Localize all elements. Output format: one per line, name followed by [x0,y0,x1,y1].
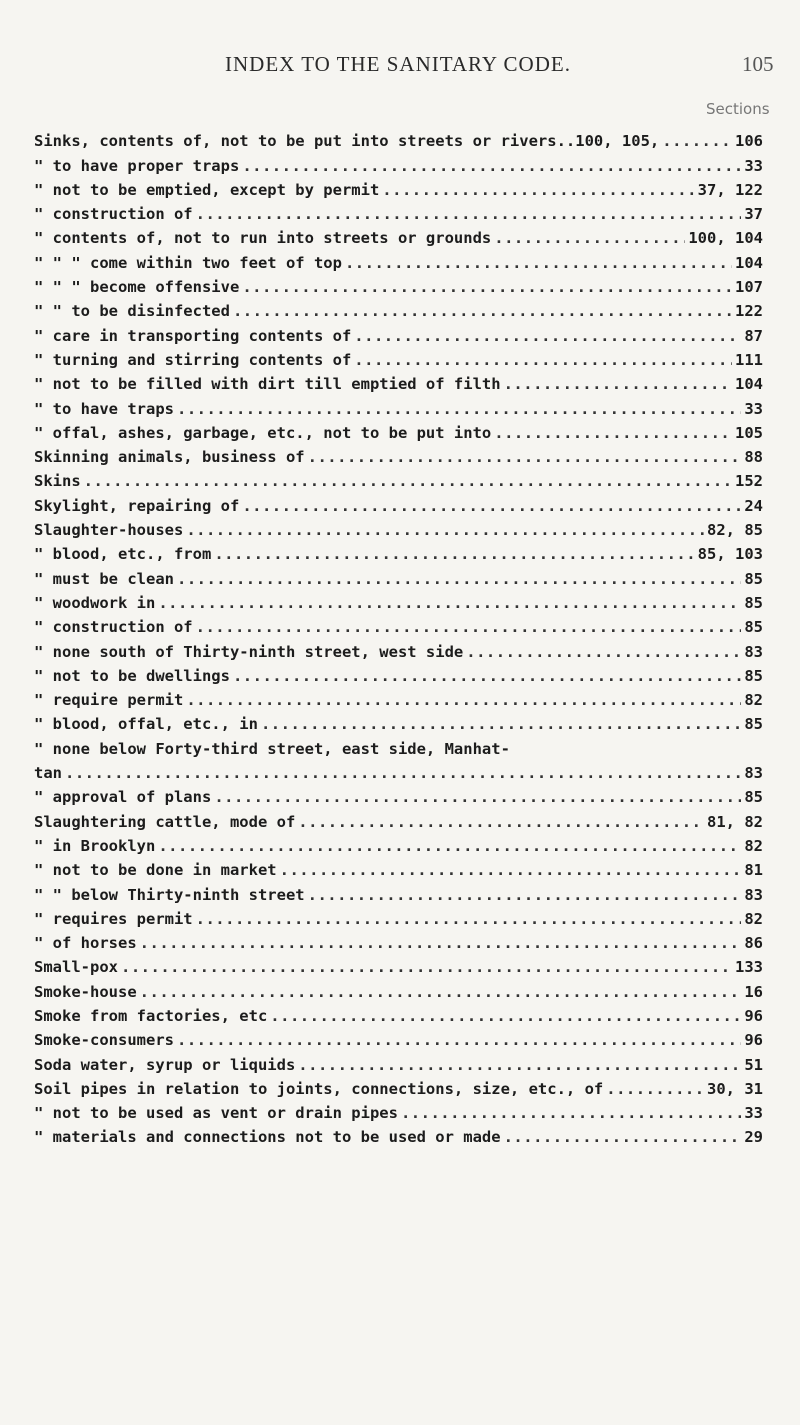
section-reference: 85 [744,618,763,637]
index-entry [0,539,800,563]
index-entry [0,1025,800,1049]
section-reference: 83 [744,764,763,783]
index-term: tan [34,764,62,783]
index-term: " " to be disinfected [34,302,230,321]
section-reference: 37, 122 [697,180,763,199]
dot-leader [233,302,732,320]
section-reference: 82, 85 [707,521,763,540]
dot-leader [158,837,741,855]
section-reference: 88 [744,448,763,467]
index-entry [0,126,800,150]
index-entry [0,1098,800,1122]
index-entry [0,199,800,223]
section-reference: 122 [735,302,763,321]
section-reference: 85 [744,569,763,588]
index-entry [0,515,800,539]
index-term: Smoke-consumers [34,1031,174,1050]
dot-leader [354,327,741,345]
dot-leader [158,594,741,612]
index-entry [0,782,800,806]
section-reference: 104 [735,253,763,272]
dot-leader [345,254,732,272]
index-entry [0,588,800,612]
index-term: " none below Forty-third street, east side, Manhat- [34,739,510,758]
dot-leader [298,813,704,831]
dot-leader [186,521,704,539]
section-reference: 37 [744,205,763,224]
section-reference: 100, 104 [688,229,763,248]
dot-leader [298,1056,741,1074]
index-term: " to have proper traps [34,156,240,175]
dot-leader [308,448,742,466]
section-reference: 85 [744,593,763,612]
section-reference: 24 [744,496,763,515]
index-term: Smoke-house [34,982,137,1001]
dot-leader [401,1104,741,1122]
dot-leader [186,691,741,709]
section-reference: 107 [735,278,763,297]
index-term: " woodwork in [34,593,156,612]
index-entry [0,272,800,296]
section-reference: 33 [744,156,763,175]
index-entry [0,758,800,782]
section-reference: 83 [744,642,763,661]
index-entry [0,855,800,879]
index-entry [0,636,800,660]
index-entry [0,223,800,247]
index-entry [0,806,800,830]
index-term: " not to be used as vent or drain pipes [34,1104,398,1123]
section-reference: 133 [735,958,763,977]
page-number: 105 [742,52,774,76]
section-reference: 85 [744,715,763,734]
index-term: Small-pox [34,958,118,977]
sections-column-label: Sections [706,100,770,118]
section-reference: 104 [735,375,763,394]
index-term: Skins [34,472,81,491]
index-entry [0,1122,800,1146]
section-reference: 87 [744,326,763,345]
dot-leader [280,861,742,879]
index-term: " " below Thirty-ninth street [34,885,305,904]
index-entry [0,150,800,174]
index-term: " to have traps [34,399,174,418]
index-entry [0,1074,800,1098]
dot-leader [177,1031,741,1049]
dot-leader [214,545,694,563]
index-term: Skinning animals, business of [34,448,305,467]
index-term: Slaughtering cattle, mode of [34,812,296,831]
index-entry-list [0,126,800,1146]
section-reference: 16 [744,982,763,1001]
dot-leader [233,667,741,685]
index-term: Soda water, syrup or liquids [34,1055,296,1074]
section-reference: 29 [744,1128,763,1147]
dot-leader [177,570,741,588]
section-reference: 96 [744,1031,763,1050]
section-reference: 51 [744,1055,763,1074]
index-entry [0,320,800,344]
section-reference: 82 [744,836,763,855]
dot-leader [140,983,742,1001]
section-reference: 111 [735,350,763,369]
dot-leader [382,181,694,199]
index-entry [0,976,800,1000]
index-entry [0,904,800,928]
dot-leader [242,497,741,515]
index-term: " not to be emptied, except by permit [34,180,380,199]
index-term: " of horses [34,934,137,953]
section-reference: 81 [744,861,763,880]
index-entry [0,247,800,271]
dot-leader [270,1007,741,1025]
index-entry [0,563,800,587]
dot-leader [214,788,741,806]
dot-leader [494,424,732,442]
dot-leader [196,618,742,636]
dot-leader [242,157,741,175]
index-entry [0,831,800,855]
index-term: " construction of [34,205,193,224]
index-term: " blood, etc., from [34,545,212,564]
index-entry [0,952,800,976]
section-reference: 81, 82 [707,812,763,831]
index-term: " not to be dwellings [34,666,230,685]
index-term: Sinks, contents of, not to be put into streets or rivers..100, 105, [34,132,660,151]
dot-leader [140,934,742,952]
dot-leader [196,910,742,928]
dot-leader [242,278,732,296]
section-reference: 85, 103 [697,545,763,564]
index-entry [0,175,800,199]
index-term: " materials and connections not to be used or made [34,1128,501,1147]
index-entry [0,369,800,393]
dot-leader [196,205,742,223]
index-term: Soil pipes in relation to joints, connections, size, etc., of [34,1079,604,1098]
section-reference: 83 [744,885,763,904]
index-entry [0,879,800,903]
index-term: " must be clean [34,569,174,588]
index-term: " in Brooklyn [34,836,156,855]
index-entry [0,442,800,466]
index-term: " " " come within two feet of top [34,253,342,272]
dot-leader [121,958,732,976]
index-entry [0,685,800,709]
index-term: Slaughter-houses [34,521,184,540]
index-entry [0,393,800,417]
section-reference: 33 [744,399,763,418]
index-term: Skylight, repairing of [34,496,240,515]
section-reference: 82 [744,691,763,710]
index-term: " construction of [34,618,193,637]
index-term: " offal, ashes, garbage, etc., not to be put into [34,423,492,442]
dot-leader [177,400,741,418]
dot-leader [65,764,741,782]
section-reference: 33 [744,1104,763,1123]
index-entry [0,345,800,369]
index-entry [0,612,800,636]
index-term: " " " become offensive [34,278,240,297]
section-reference: 105 [735,423,763,442]
section-reference: 85 [744,788,763,807]
index-entry [0,466,800,490]
running-head: INDEX TO THE SANITARY CODE. [225,52,571,76]
index-entry [0,928,800,952]
dot-leader [84,472,732,490]
index-entry [0,1001,800,1025]
index-term: Smoke from factories, etc [34,1006,268,1025]
index-entry [0,1049,800,1073]
page-header [0,52,800,92]
section-reference: 106 [735,132,763,151]
section-reference: 30, 31 [707,1079,763,1098]
index-entry [0,296,800,320]
section-reference: 86 [744,934,763,953]
section-reference: 82 [744,909,763,928]
dot-leader [261,715,741,733]
dot-leader [466,643,741,661]
dot-leader [308,886,742,904]
index-term: " turning and stirring contents of [34,350,352,369]
section-reference: 152 [735,472,763,491]
index-term: " requires permit [34,909,193,928]
index-term: " care in transporting contents of [34,326,352,345]
index-entry [0,418,800,442]
index-term: " none south of Thirty-ninth street, west side [34,642,464,661]
section-reference: 96 [744,1006,763,1025]
index-entry [0,661,800,685]
index-term: " blood, offal, etc., in [34,715,258,734]
dot-leader [606,1080,704,1098]
dot-leader [504,1128,742,1146]
index-entry [0,490,800,514]
dot-leader [504,375,732,393]
index-entry [0,733,800,757]
index-entry [0,709,800,733]
index-term: " approval of plans [34,788,212,807]
index-term: " not to be filled with dirt till emptied of filth [34,375,501,394]
dot-leader [662,132,732,150]
dot-leader [494,229,685,247]
index-term: " contents of, not to run into streets or grounds [34,229,492,248]
index-term: " require permit [34,691,184,710]
section-reference: 85 [744,666,763,685]
dot-leader [354,351,732,369]
index-term: " not to be done in market [34,861,277,880]
